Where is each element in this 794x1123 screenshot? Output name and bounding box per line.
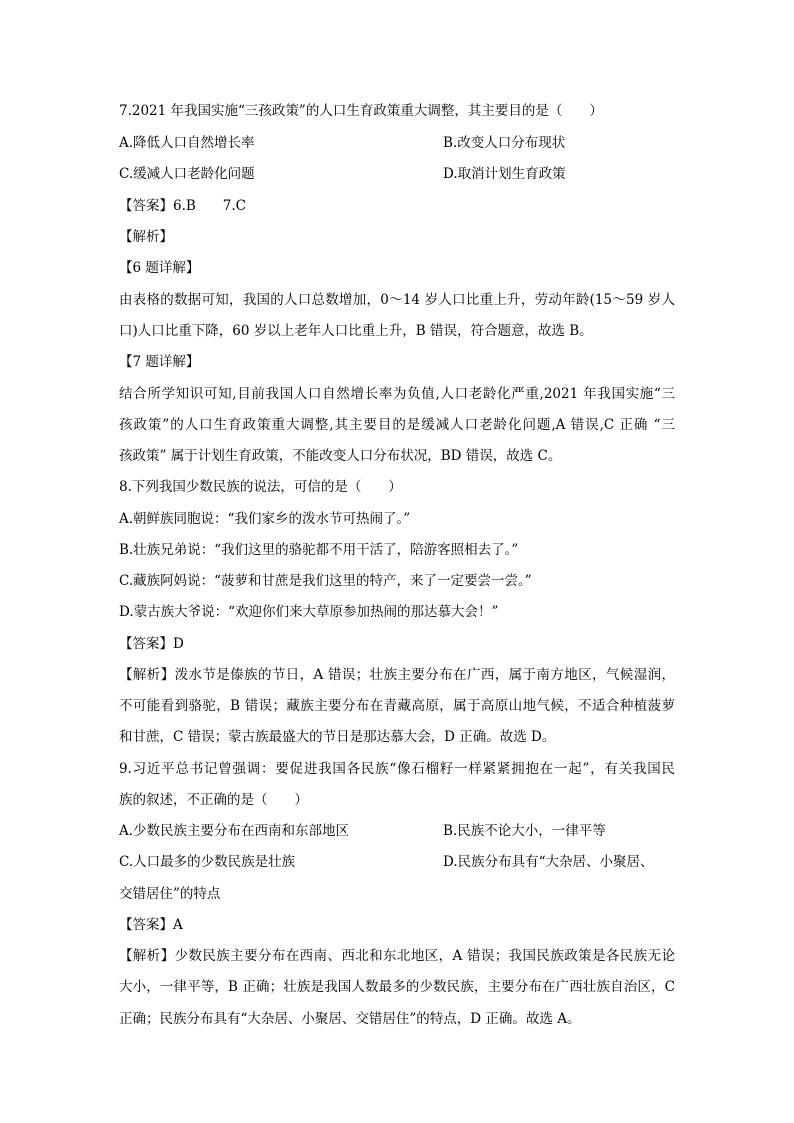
q9-option-c: C.人口最多的少数民族是壮族 [119, 854, 296, 870]
q7-option-c: C.缓减人口老龄化问题 [119, 166, 255, 182]
q8-answer: 【答案】D [119, 636, 184, 652]
q9-option-a: A.少数民族主要分布在西南和东部地区 [119, 823, 350, 839]
q7-detail-line: 结合所学知识可知,目前我国人口自然增长率为负值,人口老龄化严重,2021 年我国实施“三 [119, 386, 675, 402]
q7-stem: 7.2021 年我国实施“三孩政策”的人口生育政策重大调整，其主要目的是（ ） [119, 103, 603, 119]
q7-option-b: B.改变人口分布现状 [443, 135, 566, 151]
q9-stem-line: 族的叙述，不正确的是（ ） [119, 792, 308, 808]
q9-option-d-continued: 交错居住”的特点 [119, 886, 221, 902]
q8-option-d: D.蒙古族大爷说：“欢迎你们来大草原参加热闹的那达慕大会！” [119, 604, 499, 620]
q8-stem: 8.下列我国少数民族的说法，可信的是（ ） [119, 479, 402, 495]
q6-detail-heading: 【6 题详解】 [119, 260, 200, 276]
q9-stem-line: 9.习近平总书记曾强调：要促进我国各民族“像石榴籽一样紧紧拥抱在一起”，有关我国民 [119, 761, 675, 777]
q8-option-b: B.壮族兄弟说：“我们这里的骆驼都不用干活了，陪游客照相去了。” [119, 542, 519, 558]
q7-option-a: A.降低人口自然增长率 [119, 135, 255, 151]
q7-detail-heading: 【7 题详解】 [119, 354, 200, 370]
q7-detail-line: 孩政策” 属于计划生育政策，不能改变人口分布状况，BD 错误，故选 C。 [119, 448, 562, 464]
q8-analysis-line: 【解析】泼水节是傣族的节日，A 错误；壮族主要分布在广西，属于南方地区，气候湿润， [119, 667, 675, 683]
q9-option-d: D.民族分布具有“大杂居、小聚居、 [443, 854, 654, 870]
q9-option-b: B.民族不论大小，一律平等 [443, 823, 606, 839]
q7-option-d: D.取消计划生育政策 [443, 166, 566, 182]
q6-detail-line: 口)人口比重下降，60 岁以上老年人口比重上升，B 错误，符合题意，故选 B。 [119, 323, 593, 339]
analysis-label: 【解析】 [119, 229, 173, 245]
q7-detail-line: 孩政策”的人口生育政策重大调整,其主要目的是缓减人口老龄化问题,A 错误,C 正确 “三 [119, 417, 675, 433]
q6-detail-line: 由表格的数据可知，我国的人口总数增加，0～14 岁人口比重上升，劳动年龄(15～59 岁人 [119, 292, 675, 308]
q8-option-a: A.朝鲜族同胞说：“我们家乡的泼水节可热闹了。” [119, 511, 411, 527]
q9-answer: 【答案】A [119, 917, 183, 933]
q9-analysis-line: 【解析】少数民族主要分布在西南、西北和东北地区，A 错误；我国民族政策是各民族无论 [119, 948, 675, 964]
q8-analysis-line: 和甘蔗，C 错误；蒙古族最盛大的节日是那达慕大会，D 正确。故选 D。 [119, 729, 556, 745]
answer-6-7: 【答案】6.B 7.C [119, 198, 247, 214]
q8-analysis-line: 不可能看到骆驼，B 错误；藏族主要分布在青藏高原，属于高原山地气候，不适合种植菠萝 [119, 698, 675, 714]
q9-analysis-line: 正确；民族分布具有“大杂居、小聚居、交错居住”的特点，D 正确。故选 A。 [119, 1011, 581, 1027]
q9-analysis-line: 大小，一律平等，B 正确；壮族是我国人数最多的少数民族，主要分布在广西壮族自治区，C [119, 979, 675, 995]
q8-option-c: C.藏族阿妈说：“菠萝和甘蔗是我们这里的特产，来了一定要尝一尝。” [119, 573, 532, 589]
